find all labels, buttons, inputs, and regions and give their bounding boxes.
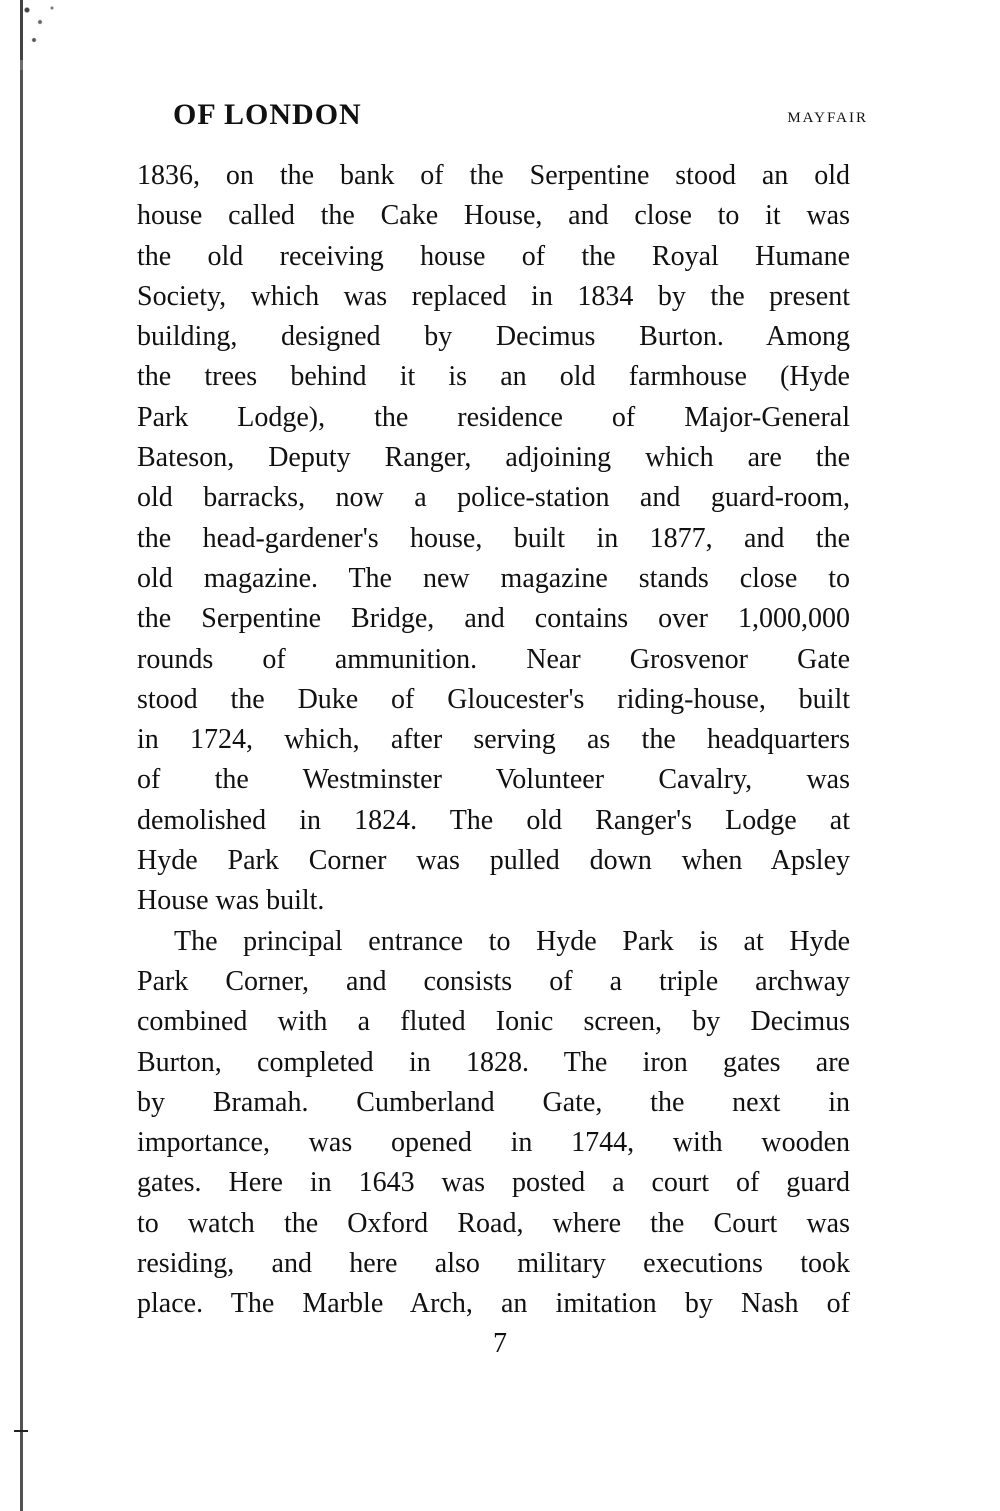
text-line: the Serpentine Bridge, and contains over 1,000,000 (137, 603, 850, 635)
text-line: in 1724, which, after serving as the headquarters (137, 724, 850, 756)
text-line: Hyde Park Corner was pulled down when Apsley (137, 845, 850, 877)
text-line: Society, which was replaced in 1834 by the present (137, 280, 850, 312)
text-line: place. The Marble Arch, an imitation by Nash of (137, 1288, 850, 1320)
text-line: 1836, on the bank of the Serpentine stood an old (137, 160, 850, 191)
text-line: the old receiving house of the Royal Humane (137, 240, 850, 272)
text-line: building, designed by Decimus Burton. Among (137, 321, 850, 353)
text-line: rounds of ammunition. Near Grosvenor Gate (137, 643, 850, 675)
scan-binding-edge (20, 0, 23, 1511)
scan-specks (12, 0, 72, 55)
text-line: residing, and here also military executions took (137, 1248, 850, 1280)
text-line: by Bramah. Cumberland Gate, the next in (137, 1086, 850, 1118)
paragraph-1 (137, 156, 850, 922)
text-line: Park Lodge), the residence of Major-General (137, 401, 850, 433)
text-line: house called the Cake House, and close to it was (137, 200, 850, 232)
text-line: old magazine. The new magazine stands close to (137, 562, 850, 594)
text-line: the head-gardener's house, built in 1877, and the (137, 522, 850, 554)
body-text (137, 156, 850, 1325)
running-head-section: MAYFAIR (787, 110, 868, 126)
text-line: Park Corner, and consists of a triple archway (137, 965, 850, 997)
text-line: of the Westminster Volunteer Cavalry, was (137, 764, 850, 796)
page-number: 7 (493, 1328, 507, 1359)
text-line: Bateson, Deputy Ranger, adjoining which are the (137, 442, 850, 474)
text-line: importance, was opened in 1744, with wooden (137, 1127, 850, 1159)
paragraph-2 (137, 922, 850, 1325)
text-line: stood the Duke of Gloucester's riding-house, built (137, 683, 850, 715)
text-line: The principal entrance to Hyde Park is at Hyde (174, 925, 850, 957)
text-line: combined with a fluted Ionic screen, by Decimus (137, 1006, 850, 1038)
text-line: gates. Here in 1643 was posted a court of guard (137, 1167, 850, 1199)
text-line: demolished in 1824. The old Ranger's Lodge at (137, 804, 850, 836)
scan-edge-tick (14, 1430, 28, 1432)
running-head-title: OF LONDON (173, 98, 362, 131)
text-line: the trees behind it is an old farmhouse (Hyde (137, 361, 850, 393)
text-line: Burton, completed in 1828. The iron gates are (137, 1046, 850, 1078)
text-line: House was built. (137, 885, 325, 917)
text-line: to watch the Oxford Road, where the Court was (137, 1207, 850, 1239)
text-line: old barracks, now a police-station and guard-room, (137, 482, 850, 514)
